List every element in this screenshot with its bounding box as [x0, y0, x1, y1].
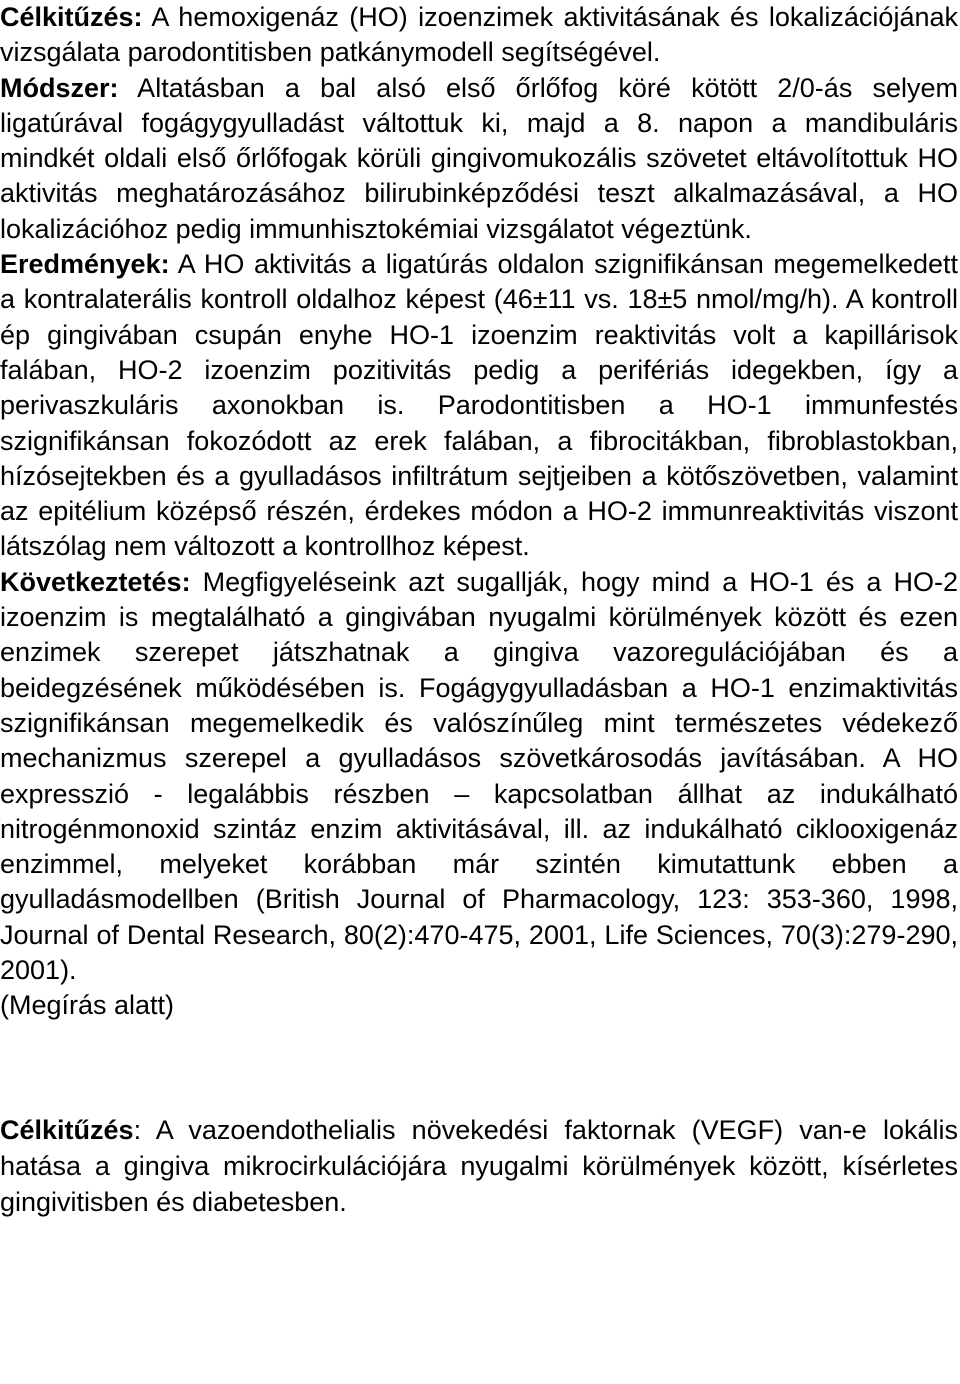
conclusion-label: Következtetés: [0, 566, 191, 597]
method-paragraph [0, 71, 958, 247]
second-aim-label: Célkitűzés [0, 1114, 134, 1145]
results-paragraph [0, 247, 958, 565]
aim-paragraph [0, 0, 958, 71]
conclusion-text: Megfigyeléseink azt sugallják, hogy mind a HO-1 és a HO-2 izoenzim is megtalálható a gingivában nyugalmi körülmények között és ezen enzimek szerepet játszhatnak a gingiva vazoregulációjában és a beidegzésének működésében is. Fogágygyulladásban a HO-1 enzimaktivitás szignifikánsan megemelkedik és valószínűleg mint természetes védekező mechanizmus szerepel a gyulladásos szövetkárosodás javításában. A HO expresszió - legalábbis részben – kapcsolatban állhat az indukálható nitrogénmonoxid szintáz enzim aktivitásával, ill. az indukálható ciklooxigenáz enzimmel, melyeket korábban már szintén kimutattunk ebben a gyulladásmodellben (British Journal of Pharmacology, 123: 353-360, 1998, Journal of Dental Research, 80(2):470-475, 2001, Life Sciences, 70(3):279-290, 2001). [0, 566, 958, 986]
method-label: Módszer: [0, 72, 119, 103]
results-label: Eredmények: [0, 249, 170, 280]
method-text: Altatásban a bal alsó első őrlőfog köré kötött 2/0-ás selyem ligatúrával fogágygyulladást váltottuk ki, majd a 8. napon a mandibuláris mindkét oldali első őrlőfogak körüli gingivomukozális szövetet eltávolítottuk HO aktivitás meghatározásához bilirubinképződési teszt alkalmazásával, a HO lokalizációhoz pedig immunhisztokémiai vizsgálatot végeztünk. [0, 72, 958, 244]
section-gap [0, 1024, 958, 1112]
conclusion-paragraph [0, 565, 958, 989]
second-aim-paragraph [0, 1112, 958, 1220]
results-text: A HO aktivitás a ligatúrás oldalon szignifikánsan megemelkedett a kontralaterális kontroll oldalhoz képest (46±11 vs. 18±5 nmol/mg/h). A kontroll ép gingivában csupán enyhe HO-1 izoenzim reaktivitás volt a kapillárisok falában, HO-2 izoenzim pozitivitás pedig a perifériás idegekben, így a perivaszkuláris axonokban is. Parodontitisben a HO-1 immunfestés szignifikánsan fokozódott az erek falában, a fibrocitákban, fibroblastokban, hízósejtekben és a gyulladásos infiltrátum sejtjeiben a kötőszövetben, valamint az epitélium középső részén, érdekes módon a HO-2 immunreaktivitás viszont látszólag nem változott a kontrollhoz képest. [0, 249, 958, 562]
second-aim-text: : A vazoendothelialis növekedési faktornak (VEGF) van-e lokális hatása a gingiva mikrocirkulációjára nyugalmi körülmények között, kísérletes gingivitisben és diabetesben. [0, 1114, 958, 1217]
aim-text: A hemoxigenáz (HO) izoenzimek aktivitásának és lokalizációjának vizsgálata parodontitisben patkánymodell segítségével. [0, 2, 958, 68]
status-note: (Megírás alatt) [0, 990, 175, 1021]
aim-label: Célkitűzés: [0, 2, 143, 32]
